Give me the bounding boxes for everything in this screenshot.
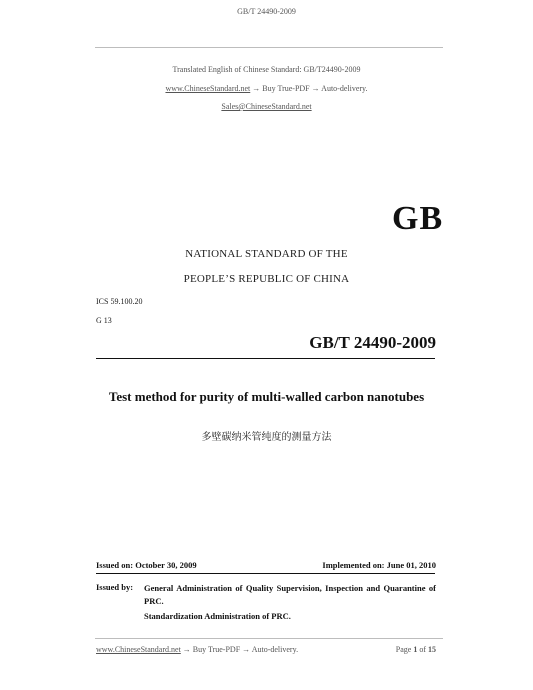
republic-line: PEOPLE’S REPUBLIC OF CHINA	[183, 273, 350, 285]
gb-logo: GB	[392, 200, 444, 237]
page-total: 15	[428, 645, 436, 654]
issuing-org-secondary: Standardization Administration of PRC.	[144, 611, 291, 621]
issuing-org-primary: General Administration of Quality Supervision, Inspection and Quarantine of PRC.	[144, 583, 436, 606]
page-of: of	[419, 645, 426, 654]
issued-date: Issued on: October 30, 2009	[96, 560, 197, 570]
document-title: Test method for purity of multi-walled carbon nanotubes	[108, 389, 425, 404]
footer-divider	[95, 638, 443, 639]
standard-number: GB/T 24490-2009	[309, 333, 436, 352]
page-label: Page	[395, 645, 412, 654]
email-line	[0, 102, 533, 111]
dates-divider	[96, 573, 435, 574]
classification-code: G 13	[96, 316, 112, 325]
issued-by-block	[96, 582, 436, 623]
page-indicator	[396, 645, 436, 654]
national-standard-line: NATIONAL STANDARD OF THE	[185, 248, 348, 260]
title-divider	[96, 358, 435, 359]
ics-code: ICS 59.100.20	[96, 297, 143, 306]
purchase-line	[0, 84, 533, 93]
header-divider	[95, 47, 443, 48]
translation-notice: Translated English of Chinese Standard: GB/T24490-2009	[172, 65, 361, 74]
page-footer	[96, 645, 436, 654]
issued-by-label: Issued by:	[96, 582, 134, 592]
footer-buy-text: → Buy True-PDF → Auto-delivery.	[180, 645, 299, 654]
page-current: 1	[413, 645, 418, 654]
site-link[interactable]: www.ChineseStandard.net	[165, 84, 251, 93]
footer-site-link[interactable]: www.ChineseStandard.net	[96, 645, 181, 654]
implemented-date: Implemented on: June 01, 2010	[322, 560, 436, 570]
page-header-title: GB/T 24490-2009	[237, 7, 296, 16]
buy-text: → Buy True-PDF → Auto-delivery.	[250, 84, 368, 93]
document-title-chinese: 多壁碳纳米管纯度的测量方法	[201, 432, 332, 443]
email-link[interactable]: Sales@ChineseStandard.net	[221, 102, 312, 111]
